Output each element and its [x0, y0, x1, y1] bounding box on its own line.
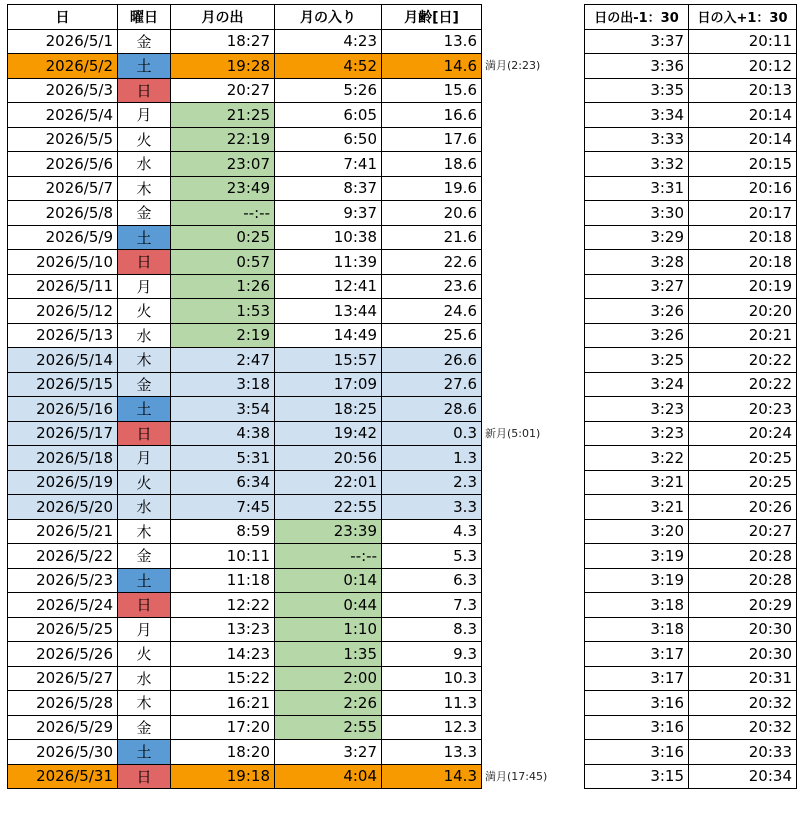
- sunrise-minus-cell: 3:35: [585, 78, 689, 103]
- moon-age-cell: 14.6: [382, 54, 482, 79]
- date-cell: 2026/5/16: [8, 397, 118, 422]
- moonrise-cell: 8:59: [171, 519, 275, 544]
- sunset-plus-cell: 20:23: [689, 397, 797, 422]
- moonrise-cell: 14:23: [171, 642, 275, 667]
- date-cell: 2026/5/28: [8, 691, 118, 716]
- moonset-cell: 11:39: [275, 250, 382, 275]
- table-row: [585, 495, 797, 520]
- day-of-week-cell: 土: [118, 397, 171, 422]
- moonset-cell: 13:44: [275, 299, 382, 324]
- date-cell: 2026/5/9: [8, 225, 118, 250]
- table-row: [585, 29, 797, 54]
- day-of-week-cell: 日: [118, 78, 171, 103]
- moonrise-cell: 11:18: [171, 568, 275, 593]
- date-cell: 2026/5/25: [8, 617, 118, 642]
- moon-age-cell: 13.3: [382, 740, 482, 765]
- table-row: [8, 78, 482, 103]
- sunset-plus-cell: 20:12: [689, 54, 797, 79]
- moonset-cell: 22:01: [275, 470, 382, 495]
- moon-age-cell: 20.6: [382, 201, 482, 226]
- table-row: [585, 470, 797, 495]
- moonset-cell: 6:05: [275, 103, 382, 128]
- sunrise-minus-cell: 3:23: [585, 421, 689, 446]
- day-of-week-cell: 金: [118, 201, 171, 226]
- table-row: [8, 397, 482, 422]
- moon-age-cell: 14.3: [382, 764, 482, 789]
- moon-age-cell: 3.3: [382, 495, 482, 520]
- moon-age-cell: 11.3: [382, 691, 482, 716]
- moonrise-cell: 13:23: [171, 617, 275, 642]
- day-of-week-cell: 日: [118, 421, 171, 446]
- moonset-cell: 5:26: [275, 78, 382, 103]
- table-row: [8, 421, 482, 446]
- table-row: [8, 103, 482, 128]
- table-row: [8, 715, 482, 740]
- day-of-week-cell: 火: [118, 127, 171, 152]
- sunrise-minus-cell: 3:16: [585, 740, 689, 765]
- moonset-cell: 4:04: [275, 764, 382, 789]
- date-cell: 2026/5/23: [8, 568, 118, 593]
- day-of-week-cell: 水: [118, 666, 171, 691]
- moonrise-cell: 23:07: [171, 152, 275, 177]
- sunset-plus-cell: 20:27: [689, 519, 797, 544]
- table-row: [585, 274, 797, 299]
- moonset-cell: 2:00: [275, 666, 382, 691]
- sunrise-minus-cell: 3:36: [585, 54, 689, 79]
- table-row: [8, 617, 482, 642]
- sunset-plus-cell: 20:21: [689, 323, 797, 348]
- moon-age-cell: 8.3: [382, 617, 482, 642]
- moonrise-cell: 3:54: [171, 397, 275, 422]
- sunrise-minus-cell: 3:15: [585, 764, 689, 789]
- moonrise-cell: 5:31: [171, 446, 275, 471]
- sunrise-minus-cell: 3:19: [585, 568, 689, 593]
- sunrise-minus-cell: 3:17: [585, 666, 689, 691]
- date-cell: 2026/5/14: [8, 348, 118, 373]
- moonrise-cell: 18:27: [171, 29, 275, 54]
- table-row: [585, 103, 797, 128]
- date-cell: 2026/5/30: [8, 740, 118, 765]
- table-row: [585, 225, 797, 250]
- sunset-plus-cell: 20:22: [689, 348, 797, 373]
- date-cell: 2026/5/19: [8, 470, 118, 495]
- moon-age-cell: 25.6: [382, 323, 482, 348]
- moonset-cell: 22:55: [275, 495, 382, 520]
- moon-age-cell: 5.3: [382, 544, 482, 569]
- sunrise-minus-cell: 3:26: [585, 323, 689, 348]
- sunrise-minus-cell: 3:32: [585, 152, 689, 177]
- table-row: [8, 176, 482, 201]
- moon-age-cell: 15.6: [382, 78, 482, 103]
- day-of-week-cell: 日: [118, 593, 171, 618]
- sunset-plus-cell: 20:26: [689, 495, 797, 520]
- moonset-cell: 12:41: [275, 274, 382, 299]
- sun-table: [584, 4, 797, 789]
- table-row: [585, 299, 797, 324]
- moon-age-cell: 17.6: [382, 127, 482, 152]
- day-of-week-cell: 土: [118, 568, 171, 593]
- table-row: [585, 176, 797, 201]
- sunset-plus-cell: 20:13: [689, 78, 797, 103]
- table-row: [8, 372, 482, 397]
- day-of-week-cell: 金: [118, 715, 171, 740]
- sunrise-minus-cell: 3:24: [585, 372, 689, 397]
- header-moonrise: 月の出: [171, 5, 275, 30]
- moon-age-cell: 26.6: [382, 348, 482, 373]
- moonrise-cell: 0:25: [171, 225, 275, 250]
- moonrise-cell: 19:18: [171, 764, 275, 789]
- table-row: [585, 691, 797, 716]
- table-row: [8, 299, 482, 324]
- table-row: [585, 397, 797, 422]
- sunset-plus-cell: 20:29: [689, 593, 797, 618]
- day-of-week-cell: 金: [118, 544, 171, 569]
- date-cell: 2026/5/24: [8, 593, 118, 618]
- sunrise-minus-cell: 3:17: [585, 642, 689, 667]
- header-sunset-plus: 日の入+1：30: [689, 5, 797, 30]
- sunset-plus-cell: 20:34: [689, 764, 797, 789]
- moonset-cell: 0:44: [275, 593, 382, 618]
- header-moon-age: 月齢[日]: [382, 5, 482, 30]
- sunset-plus-cell: 20:32: [689, 691, 797, 716]
- day-of-week-cell: 金: [118, 29, 171, 54]
- sunset-plus-cell: 20:16: [689, 176, 797, 201]
- moonrise-cell: 18:20: [171, 740, 275, 765]
- sunrise-minus-cell: 3:16: [585, 715, 689, 740]
- table-row: [585, 740, 797, 765]
- sunrise-minus-cell: 3:31: [585, 176, 689, 201]
- sunset-plus-cell: 20:22: [689, 372, 797, 397]
- moonset-cell: 14:49: [275, 323, 382, 348]
- moon-age-cell: 21.6: [382, 225, 482, 250]
- table-row: [585, 715, 797, 740]
- moonset-cell: 3:27: [275, 740, 382, 765]
- table-row: [585, 568, 797, 593]
- moonrise-cell: 2:19: [171, 323, 275, 348]
- table-row: [8, 274, 482, 299]
- moonrise-cell: --:--: [171, 201, 275, 226]
- date-cell: 2026/5/15: [8, 372, 118, 397]
- moon-age-cell: 27.6: [382, 372, 482, 397]
- table-row: [8, 201, 482, 226]
- moonset-cell: 1:10: [275, 617, 382, 642]
- table-row: [8, 29, 482, 54]
- sunset-plus-cell: 20:17: [689, 201, 797, 226]
- table-row: [585, 250, 797, 275]
- header-moonset: 月の入り: [275, 5, 382, 30]
- table-row: [585, 519, 797, 544]
- sunset-plus-cell: 20:19: [689, 274, 797, 299]
- day-of-week-cell: 火: [118, 642, 171, 667]
- day-of-week-cell: 木: [118, 348, 171, 373]
- moon-age-cell: 10.3: [382, 666, 482, 691]
- date-cell: 2026/5/7: [8, 176, 118, 201]
- day-of-week-cell: 木: [118, 519, 171, 544]
- moonrise-cell: 4:38: [171, 421, 275, 446]
- sunset-plus-cell: 20:30: [689, 617, 797, 642]
- date-cell: 2026/5/27: [8, 666, 118, 691]
- date-cell: 2026/5/1: [8, 29, 118, 54]
- moonset-cell: 6:50: [275, 127, 382, 152]
- moonset-cell: --:--: [275, 544, 382, 569]
- sunset-plus-cell: 20:31: [689, 666, 797, 691]
- moon-age-cell: 1.3: [382, 446, 482, 471]
- date-cell: 2026/5/13: [8, 323, 118, 348]
- moonrise-cell: 20:27: [171, 78, 275, 103]
- moonset-cell: 19:42: [275, 421, 382, 446]
- table-row: [8, 593, 482, 618]
- sunset-plus-cell: 20:33: [689, 740, 797, 765]
- moonset-cell: 18:25: [275, 397, 382, 422]
- sunrise-minus-cell: 3:25: [585, 348, 689, 373]
- day-of-week-cell: 金: [118, 372, 171, 397]
- moonrise-cell: 7:45: [171, 495, 275, 520]
- table-row: [8, 470, 482, 495]
- table-row: [585, 201, 797, 226]
- moon-age-cell: 22.6: [382, 250, 482, 275]
- day-of-week-cell: 水: [118, 495, 171, 520]
- sunrise-minus-cell: 3:26: [585, 299, 689, 324]
- moon-age-cell: 0.3: [382, 421, 482, 446]
- date-cell: 2026/5/12: [8, 299, 118, 324]
- moon-age-cell: 18.6: [382, 152, 482, 177]
- table-row: [8, 691, 482, 716]
- day-of-week-cell: 木: [118, 176, 171, 201]
- day-of-week-cell: 月: [118, 446, 171, 471]
- moon-table: [7, 4, 482, 789]
- sunrise-minus-cell: 3:28: [585, 250, 689, 275]
- moon-age-cell: 16.6: [382, 103, 482, 128]
- moon-age-cell: 2.3: [382, 470, 482, 495]
- moonset-cell: 15:57: [275, 348, 382, 373]
- table-row: [8, 740, 482, 765]
- sunset-plus-cell: 20:11: [689, 29, 797, 54]
- moonrise-cell: 2:47: [171, 348, 275, 373]
- date-cell: 2026/5/2: [8, 54, 118, 79]
- table-row: [8, 495, 482, 520]
- moonset-cell: 20:56: [275, 446, 382, 471]
- header-sunrise-minus: 日の出-1：30: [585, 5, 689, 30]
- date-cell: 2026/5/21: [8, 519, 118, 544]
- date-cell: 2026/5/29: [8, 715, 118, 740]
- table-row: [8, 127, 482, 152]
- moonset-cell: 8:37: [275, 176, 382, 201]
- date-cell: 2026/5/11: [8, 274, 118, 299]
- sunrise-minus-cell: 3:22: [585, 446, 689, 471]
- table-row: [585, 642, 797, 667]
- table-row: [8, 544, 482, 569]
- day-of-week-cell: 火: [118, 470, 171, 495]
- moonrise-cell: 3:18: [171, 372, 275, 397]
- table-row: [8, 348, 482, 373]
- day-of-week-cell: 月: [118, 274, 171, 299]
- day-of-week-cell: 水: [118, 323, 171, 348]
- moonrise-cell: 6:34: [171, 470, 275, 495]
- sunrise-minus-cell: 3:30: [585, 201, 689, 226]
- table-row: [8, 666, 482, 691]
- moonset-cell: 10:38: [275, 225, 382, 250]
- day-of-week-cell: 木: [118, 691, 171, 716]
- sunset-plus-cell: 20:28: [689, 544, 797, 569]
- table-row: [8, 54, 482, 79]
- sunrise-minus-cell: 3:21: [585, 495, 689, 520]
- day-of-week-cell: 日: [118, 764, 171, 789]
- table-row: [8, 250, 482, 275]
- sunset-plus-cell: 20:28: [689, 568, 797, 593]
- moonset-cell: 7:41: [275, 152, 382, 177]
- table-row: [585, 372, 797, 397]
- date-cell: 2026/5/4: [8, 103, 118, 128]
- day-of-week-cell: 土: [118, 225, 171, 250]
- sunset-plus-cell: 20:25: [689, 470, 797, 495]
- moonset-cell: 2:26: [275, 691, 382, 716]
- sunset-plus-cell: 20:20: [689, 299, 797, 324]
- day-of-week-cell: 火: [118, 299, 171, 324]
- sunrise-minus-cell: 3:23: [585, 397, 689, 422]
- sunset-plus-cell: 20:25: [689, 446, 797, 471]
- header-day-of-week: 曜日: [118, 5, 171, 30]
- table-row: [585, 152, 797, 177]
- sunset-plus-cell: 20:18: [689, 225, 797, 250]
- sunrise-minus-cell: 3:29: [585, 225, 689, 250]
- moon-table-header-row: [8, 5, 482, 30]
- moonset-cell: 0:14: [275, 568, 382, 593]
- date-cell: 2026/5/22: [8, 544, 118, 569]
- date-cell: 2026/5/3: [8, 78, 118, 103]
- date-cell: 2026/5/10: [8, 250, 118, 275]
- moonrise-cell: 23:49: [171, 176, 275, 201]
- day-of-week-cell: 日: [118, 250, 171, 275]
- table-row: [8, 152, 482, 177]
- sunset-plus-cell: 20:14: [689, 127, 797, 152]
- moonset-cell: 1:35: [275, 642, 382, 667]
- table-row: [585, 78, 797, 103]
- sunrise-minus-cell: 3:37: [585, 29, 689, 54]
- moon-age-cell: 28.6: [382, 397, 482, 422]
- table-row: [585, 348, 797, 373]
- sunset-plus-cell: 20:30: [689, 642, 797, 667]
- table-row: [585, 666, 797, 691]
- table-row: [585, 54, 797, 79]
- moonrise-cell: 1:26: [171, 274, 275, 299]
- moon-phase-note: 満月(17:45): [485, 769, 548, 783]
- moon-age-cell: 13.6: [382, 29, 482, 54]
- moon-phase-note: 新月(5:01): [485, 426, 541, 440]
- sunrise-minus-cell: 3:20: [585, 519, 689, 544]
- moonset-cell: 2:55: [275, 715, 382, 740]
- table-row: [585, 544, 797, 569]
- day-of-week-cell: 水: [118, 152, 171, 177]
- sun-table-header-row: [585, 5, 797, 30]
- moonrise-cell: 12:22: [171, 593, 275, 618]
- sunset-plus-cell: 20:24: [689, 421, 797, 446]
- sunrise-minus-cell: 3:21: [585, 470, 689, 495]
- moonset-cell: 17:09: [275, 372, 382, 397]
- table-row: [585, 593, 797, 618]
- table-row: [8, 642, 482, 667]
- sunrise-minus-cell: 3:33: [585, 127, 689, 152]
- sunset-plus-cell: 20:14: [689, 103, 797, 128]
- date-cell: 2026/5/17: [8, 421, 118, 446]
- sunrise-minus-cell: 3:18: [585, 593, 689, 618]
- table-row: [585, 617, 797, 642]
- table-row: [8, 764, 482, 789]
- date-cell: 2026/5/8: [8, 201, 118, 226]
- sunset-plus-cell: 20:18: [689, 250, 797, 275]
- moon-age-cell: 4.3: [382, 519, 482, 544]
- moonset-cell: 9:37: [275, 201, 382, 226]
- sunset-plus-cell: 20:32: [689, 715, 797, 740]
- sunrise-minus-cell: 3:16: [585, 691, 689, 716]
- table-row: [585, 446, 797, 471]
- date-cell: 2026/5/6: [8, 152, 118, 177]
- moon-age-cell: 9.3: [382, 642, 482, 667]
- table-row: [8, 568, 482, 593]
- moonrise-cell: 19:28: [171, 54, 275, 79]
- table-row: [8, 519, 482, 544]
- moon-phase-note: 満月(2:23): [485, 59, 541, 72]
- sunrise-minus-cell: 3:19: [585, 544, 689, 569]
- table-row: [8, 225, 482, 250]
- moonrise-cell: 1:53: [171, 299, 275, 324]
- sunrise-minus-cell: 3:27: [585, 274, 689, 299]
- moonrise-cell: 22:19: [171, 127, 275, 152]
- moon-age-cell: 6.3: [382, 568, 482, 593]
- table-row: [585, 323, 797, 348]
- table-row: [585, 127, 797, 152]
- sunset-plus-cell: 20:15: [689, 152, 797, 177]
- table-row: [8, 323, 482, 348]
- date-cell: 2026/5/5: [8, 127, 118, 152]
- table-row: [585, 421, 797, 446]
- moonrise-cell: 16:21: [171, 691, 275, 716]
- header-date: 日: [8, 5, 118, 30]
- moonrise-cell: 10:11: [171, 544, 275, 569]
- moonrise-cell: 15:22: [171, 666, 275, 691]
- sunrise-minus-cell: 3:18: [585, 617, 689, 642]
- moonrise-cell: 21:25: [171, 103, 275, 128]
- day-of-week-cell: 土: [118, 740, 171, 765]
- moonrise-cell: 0:57: [171, 250, 275, 275]
- moon-age-cell: 23.6: [382, 274, 482, 299]
- date-cell: 2026/5/26: [8, 642, 118, 667]
- date-cell: 2026/5/20: [8, 495, 118, 520]
- sunrise-minus-cell: 3:34: [585, 103, 689, 128]
- moon-age-cell: 24.6: [382, 299, 482, 324]
- day-of-week-cell: 月: [118, 617, 171, 642]
- day-of-week-cell: 土: [118, 54, 171, 79]
- day-of-week-cell: 月: [118, 103, 171, 128]
- table-row: [585, 764, 797, 789]
- moon-age-cell: 7.3: [382, 593, 482, 618]
- date-cell: 2026/5/31: [8, 764, 118, 789]
- table-row: [8, 446, 482, 471]
- moonset-cell: 4:52: [275, 54, 382, 79]
- moon-age-cell: 12.3: [382, 715, 482, 740]
- moonset-cell: 4:23: [275, 29, 382, 54]
- moon-age-cell: 19.6: [382, 176, 482, 201]
- moonset-cell: 23:39: [275, 519, 382, 544]
- moonrise-cell: 17:20: [171, 715, 275, 740]
- date-cell: 2026/5/18: [8, 446, 118, 471]
